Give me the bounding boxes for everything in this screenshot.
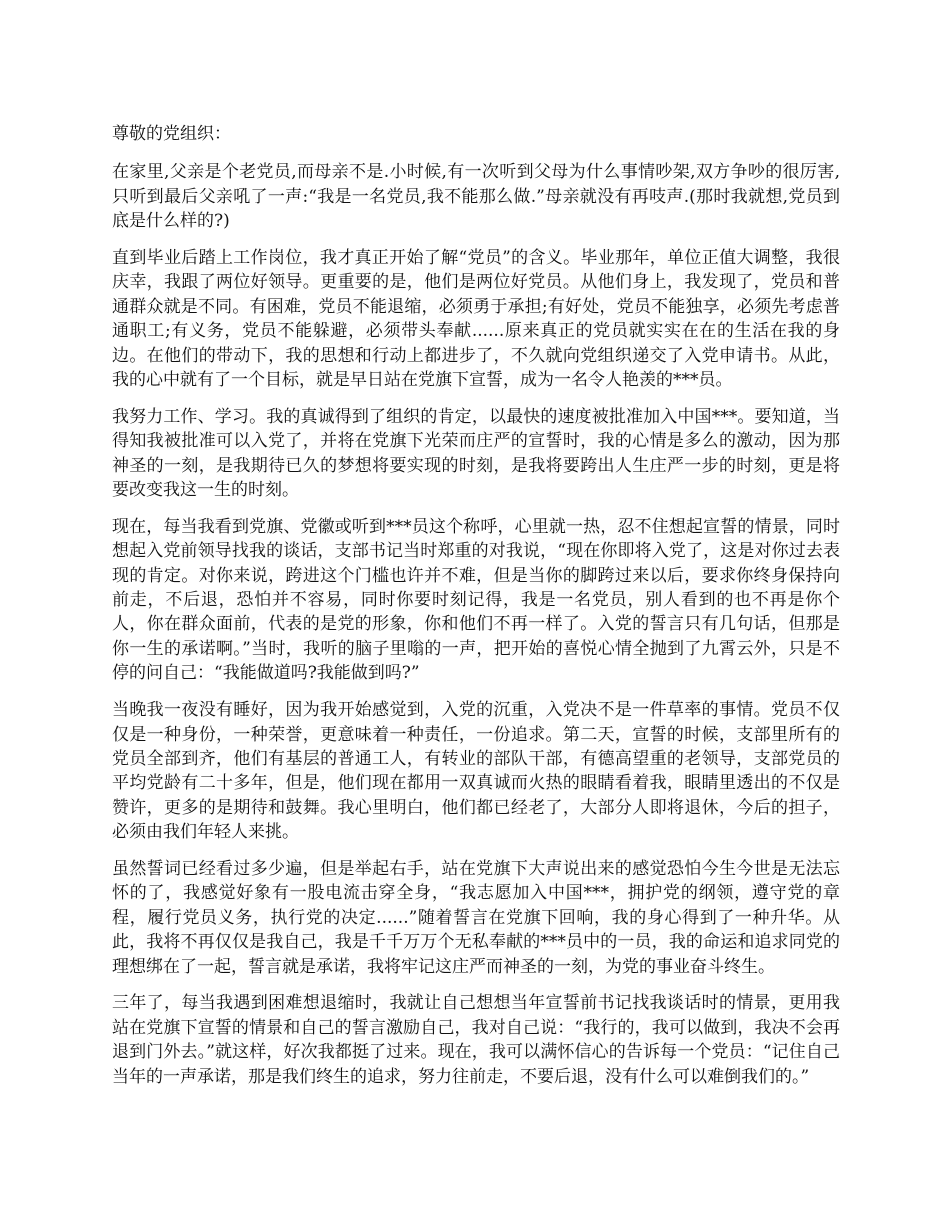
- paragraph-4: 现在，每当我看到党旗、党徽或听到***员这个称呼，心里就一热，忍不住想起宣誓的情景，同时想起入党前领导找我的谈话，支部书记当时郑重的对我说，“现在你即将入党了，这是对你过去表现的肯定。对你来说，跨进这个门槛也许并不难，但是当你的脚跨过来以后，要求你终身保持向前走，不后退，恐怕并不容易，同时你要时刻记得，我是一名党员，别人看到的也不再是你个人，你在群众面前，代表的是党的形象，你和他们不再一样了。入党的誓言只有几句话，但那是你一生的承诺啊。”当时，我听的脑子里嗡的一声，把开始的喜悦心情全抛到了九霄云外，只是不停的问自己：“我能做道吗?我能做到吗?”: [112, 516, 840, 684]
- paragraph-1: 在家里,父亲是个老党员,而母亲不是.小时候,有一次听到父母为什么事情吵架,双方争吵的很厉害,只听到最后父亲吼了一声:“我是一名党员,我不能那么做.”母亲就没有再吱声.(那时我就想,党员到底是什么样的?): [112, 162, 840, 232]
- paragraph-5: 当晚我一夜没有睡好，因为我开始感觉到，入党的沉重，入党决不是一件草率的事情。党员不仅仅是一种身份，一种荣誉，更意味着一种责任，一份追求。第二天，宣誓的时候，支部里所有的党员全部到齐，他们有基层的普通工人，有转业的部队干部，有德高望重的老领导，支部党员的平均党龄有二十多年，但是，他们现在都用一双真诚而火热的眼睛看着我，眼睛里透出的不仅是赞许，更多的是期待和鼓舞。我心里明白，他们都已经老了，大部分人即将退休，今后的担子，必须由我们年轻人来挑。: [112, 700, 840, 843]
- document-page: [112, 122, 840, 1101]
- salutation: 尊敬的党组织：: [112, 124, 231, 144]
- paragraph-6: 虽然誓词已经看过多少遍，但是举起右手，站在党旗下大声说出来的感觉恐怕今生今世是无法忘怀的了，我感觉好象有一股电流击穿全身，“我志愿加入中国***，拥护党的纲领，遵守党的章程，履行党员义务，执行党的决定......”随着誓言在党旗下回响，我的身心得到了一种升华。从此，我将不再仅仅是我自己，我是千千万万个无私奉献的***员中的一员，我的命运和追求同党的理想绑在了一起，誓言就是承诺，我将牢记这庄严而神圣的一刻，为党的事业奋斗终生。: [112, 858, 840, 977]
- paragraph-3: 我努力工作、学习。我的真诚得到了组织的肯定，以最快的速度被批准加入中国***。要知道，当得知我被批准可以入党了，并将在党旗下光荣而庄严的宣誓时，我的心情是多么的激动，因为那神圣的一刻，是我期待已久的梦想将要实现的时刻，是我将要跨出人生庄严一步的时刻，更是将要改变我这一生的时刻。: [112, 406, 840, 501]
- paragraph-7: 三年了，每当我遇到困难想退缩时，我就让自己想想当年宣誓前书记找我谈话时的情景，更用我站在党旗下宣誓的情景和自己的誓言激励自己，我对自己说：“我行的，我可以做到，我决不会再退到门外去。”就这样，好次我都挺了过来。现在，我可以满怀信心的告诉每一个党员：“记住自己当年的一声承诺，那是我们终生的追求，努力往前走，不要后退，没有什么可以难倒我们的。”: [112, 993, 840, 1087]
- paragraph-2: 直到毕业后踏上工作岗位，我才真正开始了解“党员”的含义。毕业那年，单位正值大调整，我很庆幸，我跟了两位好领导。更重要的是，他们是两位好党员。从他们身上，我发现了，党员和普通群众就是不同。有困难，党员不能退缩，必须勇于承担;有好处，党员不能独享，必须先考虑普通职工;有义务，党员不能躲避，必须带头奉献......原来真正的党员就实实在在的生活在我的身边。在他们的带动下，我的思想和行动上都进步了，不久就向党组织递交了入党申请书。从此，我的心中就有了一个目标，就是早日站在党旗下宣誓，成为一名令人艳羡的***员。: [112, 248, 840, 391]
